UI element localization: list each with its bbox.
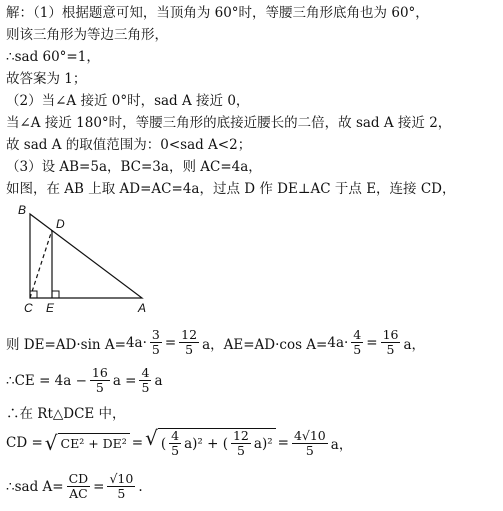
eq4-text-3: . [138,478,143,495]
fraction [67,472,91,501]
eq1-text-1: 则 DE=AD·sin A= [6,336,126,353]
denominator: 5 [151,342,160,357]
eq3-text-2: = [131,435,144,451]
line-7: 故 sad A 的取值范围为：0<sad A<2； [6,137,252,153]
line-rt-triangle: ∴在 Rt△DCE 中， [6,406,126,422]
line-8: （3）设 AB=5a，BC=3a，则 AC=4a， [6,159,262,175]
line-9: 如图，在 AB 上取 AD=AC=4a，过点 D 作 DE⊥AC 于点 E，连接 CD， [6,181,456,197]
eq4-text-1: ∴sad A= [6,478,64,495]
equation-ce [6,366,163,395]
fraction [150,328,162,357]
fraction [90,366,110,395]
eq3-text-3: = [277,435,289,451]
equation-sad-a [6,472,143,501]
eq3-text-4: a， [330,437,353,453]
eq4-text-2: = [93,478,105,495]
numerator: 16 [382,327,399,342]
line-4: 故答案为 1； [6,71,87,87]
radicand: CE² + DE² [58,433,130,453]
fraction [381,328,401,357]
fraction [139,366,151,395]
line-1: 解：（1）根据题意可知，当顶角为 60°时，等腰三角形底角也为 60°， [6,5,429,21]
eq1-text-5: 4a· [327,334,349,351]
numerator: CD [68,471,89,486]
radicand-part: a)² [253,435,273,452]
fraction [351,328,363,357]
radical-sign: √ [145,426,158,450]
label-d: D [56,217,65,231]
fraction [292,429,328,458]
numerator: 3 [151,327,160,342]
line-6: 当∠A 接近 180°时，等腰三角形的底接近腰长的二倍，故 sad A 接近 2， [6,115,452,131]
radicand [158,428,276,458]
sqrt-1 [45,433,130,453]
denominator: 5 [171,443,180,458]
radicand-part: ( [160,435,167,452]
eq2-text-1: ∴CE = 4a − [6,372,87,389]
equation-de-ae [6,328,425,357]
label-b: B [18,203,27,217]
denominator: 5 [305,442,314,458]
segment-cd [30,230,52,298]
denominator: 5 [185,342,194,357]
label-c: C [24,301,33,315]
numerator: 12 [232,428,249,443]
eq1-text-4: a，AE=AD·cos A= [202,336,328,353]
line-2: 则该三角形为等边三角形， [6,27,168,43]
label-a: A [138,301,147,315]
line-5: （2）当∠A 接近 0°时，sad A 接近 0， [6,93,250,109]
denominator: AC [69,486,88,501]
numerator: 4 [353,327,362,342]
triangle-figure [10,200,160,318]
eq1-text-6: = [366,334,378,351]
eq2-text-2: a = [112,372,137,389]
fraction [107,472,135,501]
numerator: 12 [181,327,198,342]
equation-cd [6,428,352,458]
fraction [179,328,199,357]
sqrt-2 [145,428,276,458]
numerator: 16 [91,365,108,380]
radical-sign: √ [44,431,58,455]
numerator: 4√10 [293,427,326,443]
fraction [231,429,251,458]
eq1-text-3: = [164,334,177,351]
denominator: 5 [386,342,395,357]
radicand-part: a)² + ( [184,435,228,452]
denominator: 5 [353,342,362,357]
numerator: 4 [171,428,180,443]
numerator: √10 [109,471,134,486]
eq1-text-7: a， [403,336,426,353]
eq3-text-1: CD = [6,435,43,451]
triangle-abc [30,214,142,298]
denominator: 5 [117,486,126,501]
numerator: 4 [141,365,150,380]
denominator: 5 [141,380,150,395]
label-e: E [46,301,55,315]
eq2-text-3: a [154,372,163,389]
eq1-text-2: 4a· [125,334,147,351]
line-3: ∴sad 60°=1， [6,49,100,65]
fraction [169,429,181,458]
right-angle-e [52,291,59,298]
denominator: 5 [236,443,245,458]
denominator: 5 [95,380,104,395]
